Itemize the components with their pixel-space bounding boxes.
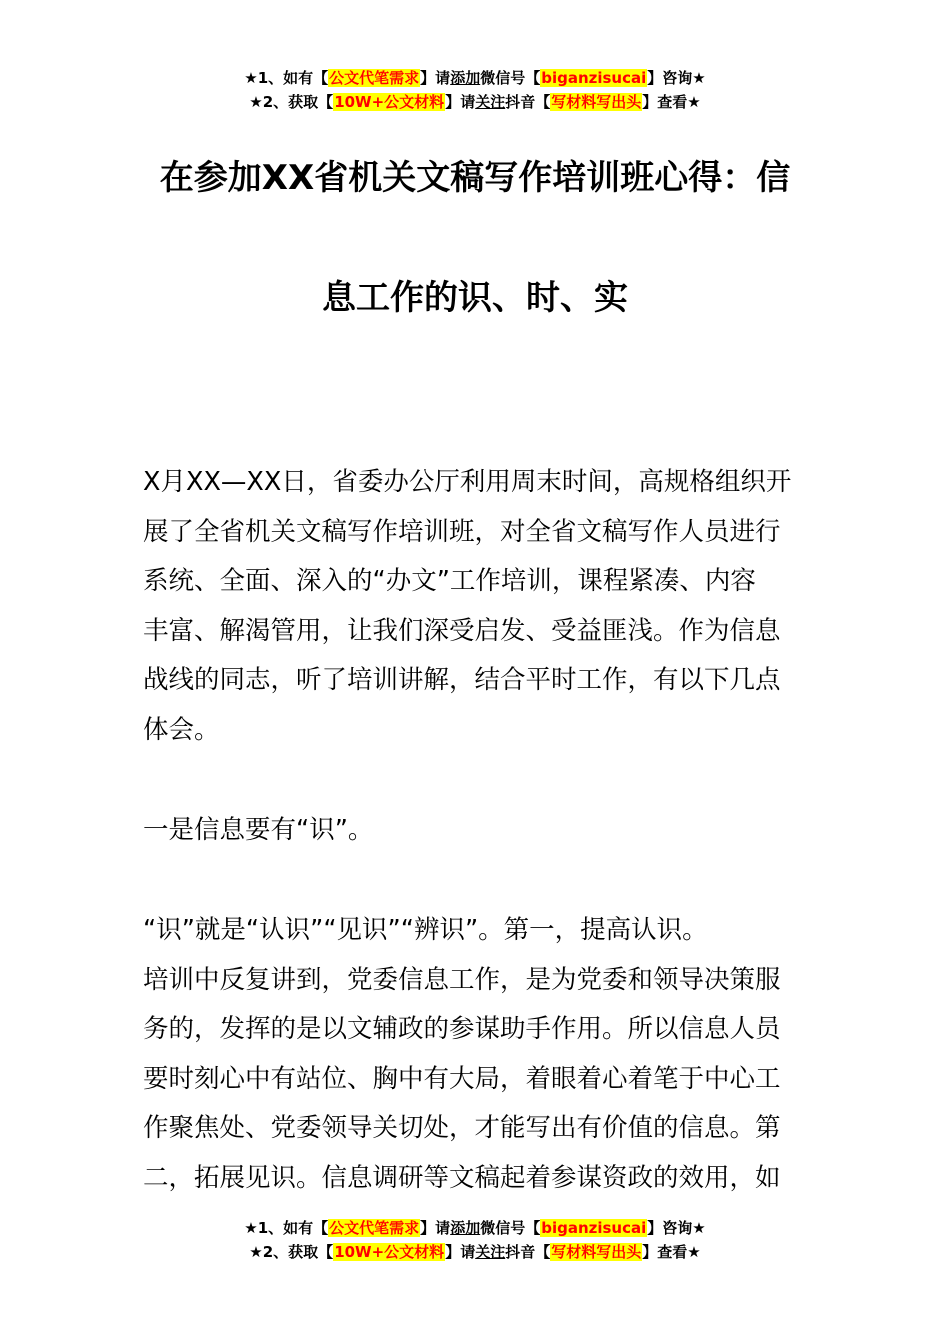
paragraph-line: 二，拓展见识。信息调研等文稿起着参谋资政的效用，如 [143, 1162, 781, 1193]
promo-highlight-wechat-id: biganzisucai [541, 1219, 647, 1237]
promo-highlight-douyin: 写材料写出头 [551, 1243, 642, 1261]
paragraph-line: 培训中反复讲到，党委信息工作，是为党委和领导决策服 [143, 964, 781, 995]
promo-highlight-materials: 10W+公文材料 [334, 93, 445, 111]
promo-text: 】查看★ [642, 1243, 701, 1261]
promo-text: ★2、获取【 [249, 93, 334, 111]
promo-text: 】咨询★ [647, 1219, 706, 1237]
promo-text: ★1、如有【 [244, 69, 329, 87]
paragraph-line: 作聚焦处、党委领导关切处，才能写出有价值的信息。第 [143, 1113, 781, 1143]
promo-highlight-materials: 10W+公文材料 [334, 1243, 445, 1261]
footer-promo [0, 1216, 950, 1264]
promo-text: 】请 [445, 93, 476, 111]
paragraph-line: 要时刻心中有站位、胸中有大局，着眼着心着笔于中心工 [143, 1063, 781, 1094]
body-section-heading [143, 806, 808, 856]
promo-highlight-service: 公文代笔需求 [329, 1219, 420, 1237]
document-title-line-2: 息工作的识、时、实 [322, 278, 628, 318]
promo-text: 】查看★ [642, 93, 701, 111]
promo-highlight-service: 公文代笔需求 [329, 69, 420, 87]
promo-text: 】请 [420, 69, 451, 87]
paragraph-line: X月XX—XX日，省委办公厅利用周末时间，高规格组织开 [143, 467, 792, 497]
promo-text: ★2、获取【 [249, 1243, 334, 1261]
promo-underlined-text: 添加 [450, 1219, 481, 1237]
promo-text: 微信号【 [480, 69, 541, 87]
promo-underlined-text: 关注 [475, 1243, 506, 1261]
paragraph-line: 系统、全面、深入的“办文”工作培训，课程紧凑、内容 [143, 566, 756, 596]
paragraph-line: 丰富、解渴管用，让我们深受启发、受益匪浅。作为信息 [143, 615, 781, 646]
promo-text: 】请 [420, 1219, 451, 1237]
promo-highlight-wechat-id: biganzisucai [541, 69, 647, 87]
body-paragraph-intro [143, 458, 808, 755]
promo-underlined-text: 关注 [475, 93, 506, 111]
body-paragraph-shi [143, 906, 808, 1203]
promo-text: 微信号【 [480, 1219, 541, 1237]
promo-text: 】咨询★ [647, 69, 706, 87]
footer-promo-line-2 [0, 1240, 950, 1264]
promo-text: ★1、如有【 [244, 1219, 329, 1237]
header-promo-line-2 [0, 90, 950, 114]
promo-text: 抖音【 [505, 93, 551, 111]
paragraph-line: 一是信息要有“识”。 [143, 815, 374, 845]
document-title-line-1: 在参加XX省机关文稿写作培训班心得：信 [159, 158, 791, 198]
promo-text: 】请 [445, 1243, 476, 1261]
paragraph-line: 战线的同志，听了培训讲解，结合平时工作，有以下几点 [143, 665, 781, 695]
paragraph-line: “识”就是“认识”“见识”“辨识”。第一，提高认识。 [143, 915, 708, 945]
promo-underlined-text: 添加 [450, 69, 481, 87]
paragraph-line: 展了全省机关文稿写作培训班，对全省文稿写作人员进行 [143, 516, 781, 547]
paragraph-line: 体会。 [143, 714, 220, 745]
footer-promo-line-1 [0, 1216, 950, 1240]
header-promo-line-1 [0, 66, 950, 90]
promo-text: 抖音【 [505, 1243, 551, 1261]
paragraph-line: 务的，发挥的是以文辅政的参谋助手作用。所以信息人员 [143, 1014, 781, 1044]
header-promo [0, 66, 950, 114]
promo-highlight-douyin: 写材料写出头 [551, 93, 642, 111]
